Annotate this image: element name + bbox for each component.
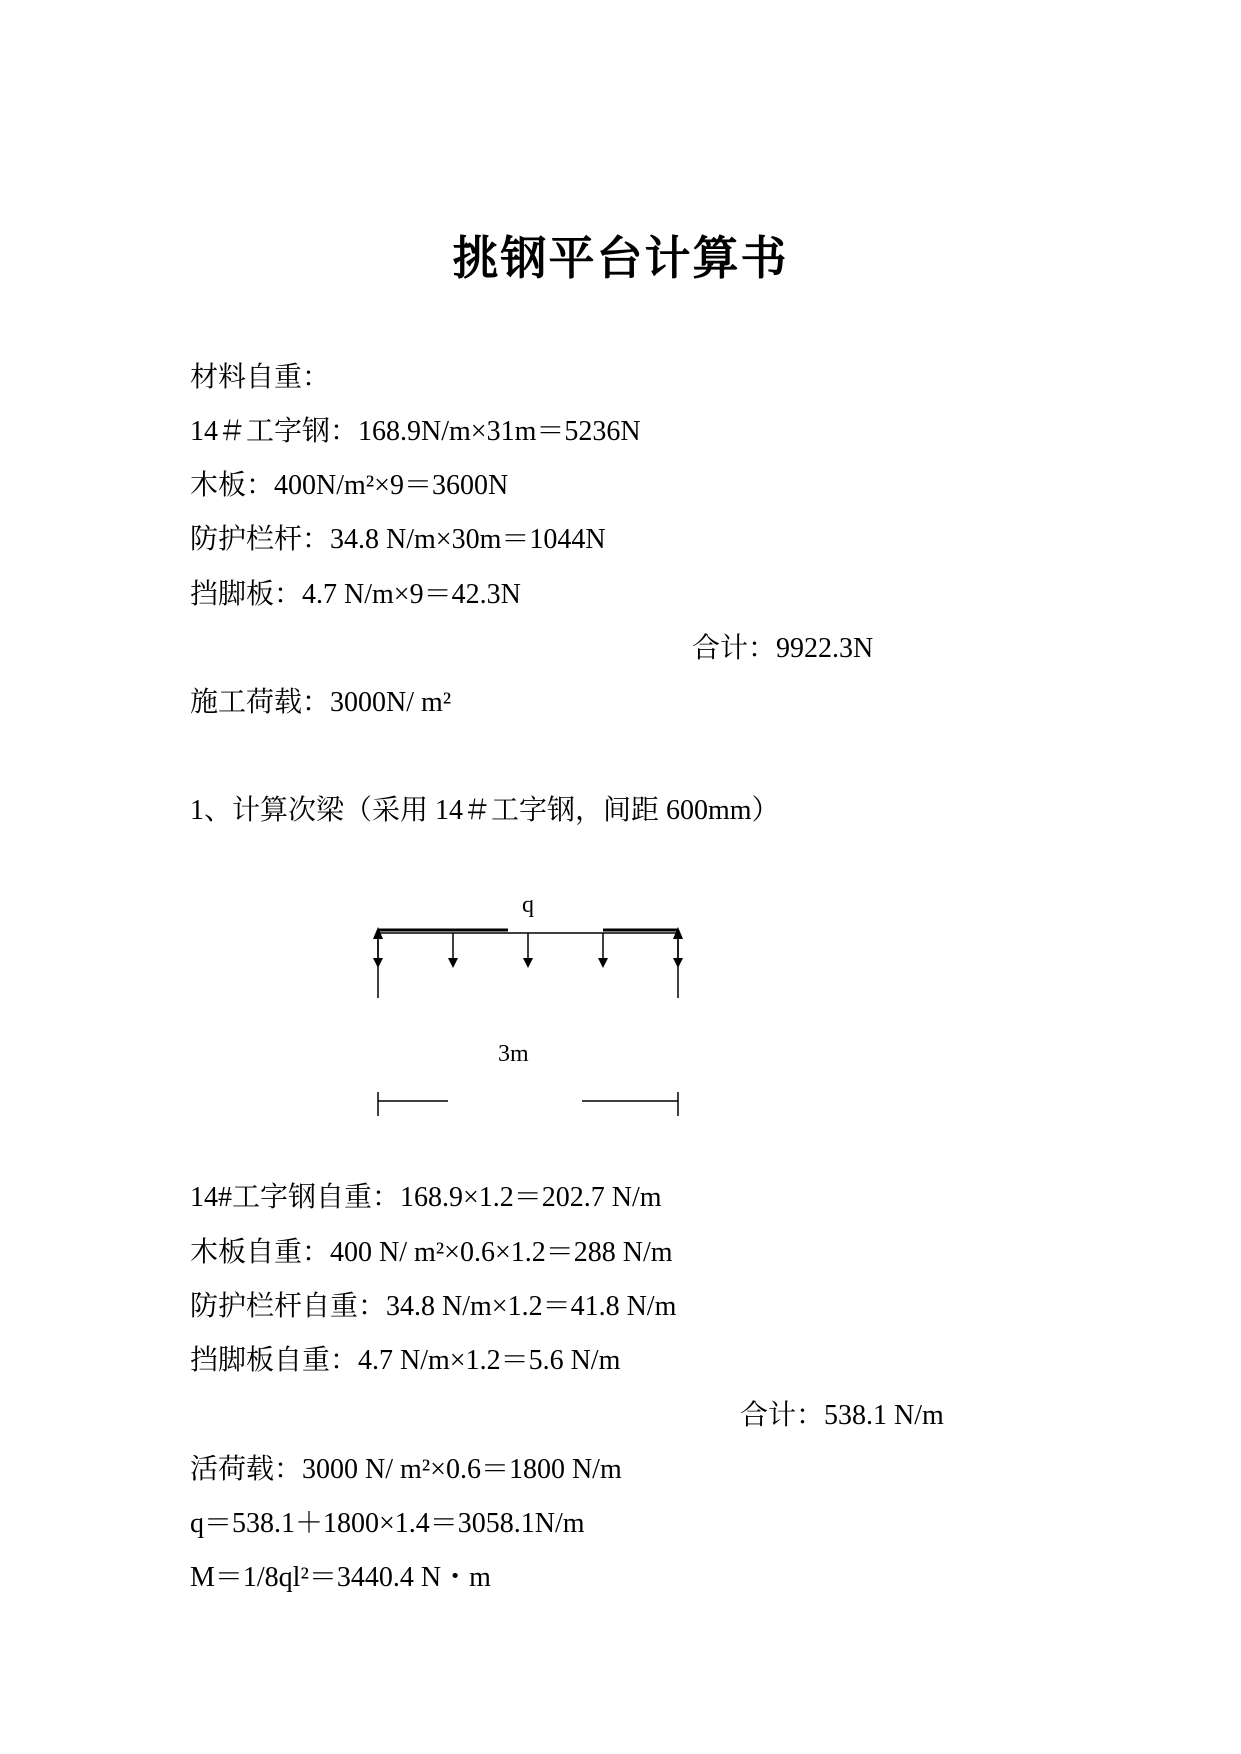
plank-self-weight-line: 木板自重：400 N/ m²×0.6×1.2＝288 N/m	[190, 1237, 673, 1268]
plank-weight-line: 木板：400N/m²×9＝3600N	[190, 470, 509, 501]
material-weight-total: 合计：9922.3N	[692, 633, 874, 664]
load-arrow-3	[523, 958, 533, 968]
beam-load-diagram	[350, 880, 710, 1130]
section-heading-secondary-beam: 1、计算次梁（采用 14＃工字钢，间距 600mm）	[190, 795, 780, 826]
i-beam-self-weight-line: 14#工字钢自重：168.9×1.2＝202.7 N/m	[190, 1182, 662, 1213]
load-arrow-4	[598, 958, 608, 968]
document-title: 挑钢平台计算书	[452, 231, 789, 285]
construction-load-line: 施工荷载：3000N/ m²	[190, 687, 452, 718]
load-arrows	[373, 933, 683, 968]
self-weight-total: 合计：538.1 N/m	[740, 1400, 944, 1431]
span-label: 3m	[498, 1041, 529, 1067]
i-beam-weight-line: 14＃工字钢：168.9N/m×31m＝5236N	[190, 416, 641, 447]
load-arrow-5	[673, 958, 683, 968]
live-load-line: 活荷载：3000 N/ m²×0.6＝1800 N/m	[190, 1454, 622, 1485]
span-dimension-line	[378, 1092, 678, 1116]
guardrail-weight-line: 防护栏杆：34.8 N/m×30m＝1044N	[190, 524, 606, 555]
load-arrow-2	[448, 958, 458, 968]
load-arrow-1	[373, 958, 383, 968]
bending-moment-line: M＝1/8ql²＝3440.4 N・m	[190, 1562, 491, 1593]
design-load-q-line: q＝538.1＋1800×1.4＝3058.1N/m	[190, 1508, 585, 1539]
toeboard-self-weight-line: 挡脚板自重：4.7 N/m×1.2＝5.6 N/m	[190, 1345, 621, 1376]
material-weight-heading: 材料自重：	[190, 362, 331, 393]
toeboard-weight-line: 挡脚板：4.7 N/m×9＝42.3N	[190, 579, 521, 610]
guardrail-self-weight-line: 防护栏杆自重：34.8 N/m×1.2＝41.8 N/m	[190, 1291, 677, 1322]
load-label: q	[522, 892, 534, 918]
